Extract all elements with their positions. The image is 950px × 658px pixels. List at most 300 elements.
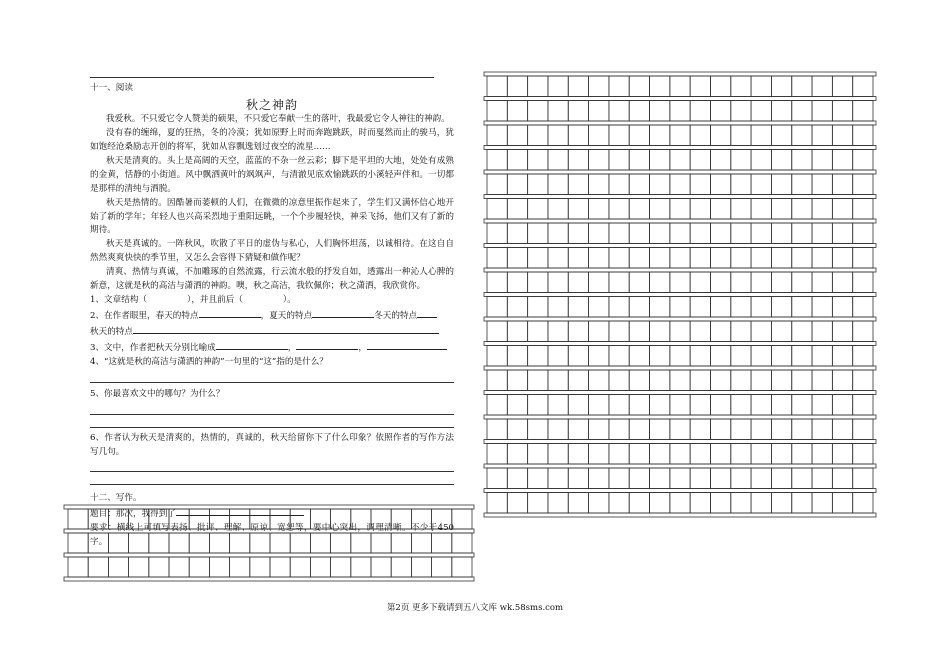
grid-cell[interactable] [751,370,771,391]
grid-cell[interactable] [548,150,568,171]
grid-cell[interactable] [250,509,270,529]
grid-cell[interactable] [452,557,472,577]
grid-cell[interactable] [812,419,832,440]
grid-cell[interactable] [568,174,588,195]
grid-cell[interactable] [731,248,751,269]
grid-cell[interactable] [487,199,507,220]
grid-cell[interactable] [792,101,812,122]
grid-cell[interactable] [650,101,670,122]
grid-cell[interactable] [629,346,649,367]
grid-cell[interactable] [548,248,568,269]
grid-cell[interactable] [568,346,588,367]
grid-cell[interactable] [792,150,812,171]
grid-cell[interactable] [690,248,710,269]
grid-cell[interactable] [690,174,710,195]
grid-cell[interactable] [568,370,588,391]
grid-cell[interactable] [290,509,310,529]
grid-cell[interactable] [832,468,852,489]
grid-cell[interactable] [812,272,832,293]
grid-cell[interactable] [771,199,791,220]
grid-cell[interactable] [650,419,670,440]
grid-cell[interactable] [209,533,229,553]
grid-cell[interactable] [528,272,548,293]
grid-cell[interactable] [751,199,771,220]
grid-cell[interactable] [690,297,710,318]
grid-cell[interactable] [650,468,670,489]
grid-cell[interactable] [310,557,330,577]
grid-cell[interactable] [792,444,812,465]
grid-cell[interactable] [710,248,730,269]
grid-cell[interactable] [507,174,527,195]
grid-cell[interactable] [731,346,751,367]
grid-cell[interactable] [528,297,548,318]
grid-cell[interactable] [609,223,629,244]
grid-cell[interactable] [290,533,310,553]
grid-cell[interactable] [751,419,771,440]
grid-cell[interactable] [270,557,290,577]
grid-cell[interactable] [690,199,710,220]
grid-cell[interactable] [411,509,431,529]
grid-cell[interactable] [609,419,629,440]
grid-cell[interactable] [751,76,771,97]
grid-cell[interactable] [690,444,710,465]
grid-cell[interactable] [650,223,670,244]
grid-cell[interactable] [670,346,690,367]
grid-cell[interactable] [609,150,629,171]
grid-cell[interactable] [411,557,431,577]
grid-cell[interactable] [690,321,710,342]
grid-cell[interactable] [670,101,690,122]
grid-cell[interactable] [853,395,873,416]
grid-cell[interactable] [812,101,832,122]
grid-cell[interactable] [771,125,791,146]
grid-cell[interactable] [853,346,873,367]
grid-cell[interactable] [629,419,649,440]
grid-cell[interactable] [650,321,670,342]
grid-cell[interactable] [690,468,710,489]
grid-cell[interactable] [853,174,873,195]
grid-cell[interactable] [589,297,609,318]
grid-cell[interactable] [812,321,832,342]
grid-cell[interactable] [771,223,791,244]
grid-cell[interactable] [832,199,852,220]
grid-cell[interactable] [609,370,629,391]
grid-cell[interactable] [751,248,771,269]
grid-cell[interactable] [411,533,431,553]
grid-cell[interactable] [548,493,568,514]
grid-cell[interactable] [771,419,791,440]
grid-cell[interactable] [710,444,730,465]
grid-cell[interactable] [751,272,771,293]
grid-cell[interactable] [629,101,649,122]
grid-cell[interactable] [589,346,609,367]
grid-cell[interactable] [507,346,527,367]
grid-cell[interactable] [487,395,507,416]
grid-cell[interactable] [690,370,710,391]
grid-cell[interactable] [751,174,771,195]
grid-cell[interactable] [792,199,812,220]
grid-cell[interactable] [832,297,852,318]
grid-cell[interactable] [629,297,649,318]
grid-cell[interactable] [792,248,812,269]
grid-cell[interactable] [670,444,690,465]
grid-cell[interactable] [853,125,873,146]
grid-cell[interactable] [690,150,710,171]
grid-cell[interactable] [487,493,507,514]
grid-cell[interactable] [609,199,629,220]
grid-cell[interactable] [108,533,128,553]
grid-cell[interactable] [589,321,609,342]
grid-cell[interactable] [650,125,670,146]
grid-cell[interactable] [812,174,832,195]
grid-cell[interactable] [832,174,852,195]
grid-cell[interactable] [189,533,209,553]
grid-cell[interactable] [487,468,507,489]
grid-cell[interactable] [507,150,527,171]
grid-cell[interactable] [832,248,852,269]
grid-cell[interactable] [589,370,609,391]
grid-cell[interactable] [230,533,250,553]
grid-cell[interactable] [487,101,507,122]
grid-cell[interactable] [731,150,751,171]
grid-cell[interactable] [731,174,751,195]
grid-cell[interactable] [771,248,791,269]
grid-cell[interactable] [487,419,507,440]
grid-cell[interactable] [670,395,690,416]
grid-cell[interactable] [528,223,548,244]
grid-cell[interactable] [832,223,852,244]
grid-cell[interactable] [528,468,548,489]
grid-cell[interactable] [690,76,710,97]
grid-cell[interactable] [670,297,690,318]
grid-cell[interactable] [771,297,791,318]
grid-cell[interactable] [507,419,527,440]
grid-cell[interactable] [230,557,250,577]
grid-cell[interactable] [149,557,169,577]
grid-cell[interactable] [548,76,568,97]
grid-cell[interactable] [670,493,690,514]
grid-cell[interactable] [629,125,649,146]
grid-cell[interactable] [528,76,548,97]
grid-cell[interactable] [331,509,351,529]
grid-cell[interactable] [853,468,873,489]
grid-cell[interactable] [548,395,568,416]
grid-cell[interactable] [792,125,812,146]
grid-cell[interactable] [832,493,852,514]
grid-cell[interactable] [310,533,330,553]
grid-cell[interactable] [650,297,670,318]
grid-cell[interactable] [731,272,751,293]
grid-cell[interactable] [609,101,629,122]
grid-cell[interactable] [487,150,507,171]
grid-cell[interactable] [832,125,852,146]
grid-cell[interactable] [507,468,527,489]
grid-cell[interactable] [548,321,568,342]
grid-cell[interactable] [629,321,649,342]
grid-cell[interactable] [391,533,411,553]
grid-cell[interactable] [751,321,771,342]
grid-cell[interactable] [731,468,751,489]
grid-cell[interactable] [832,419,852,440]
grid-cell[interactable] [351,509,371,529]
grid-cell[interactable] [169,557,189,577]
grid-cell[interactable] [351,557,371,577]
grid-cell[interactable] [812,297,832,318]
grid-cell[interactable] [589,199,609,220]
grid-cell[interactable] [270,533,290,553]
grid-cell[interactable] [528,419,548,440]
grid-cell[interactable] [670,370,690,391]
grid-cell[interactable] [548,419,568,440]
grid-cell[interactable] [507,76,527,97]
grid-cell[interactable] [690,223,710,244]
grid-cell[interactable] [650,199,670,220]
grid-cell[interactable] [792,272,812,293]
grid-cell[interactable] [589,248,609,269]
grid-cell[interactable] [792,223,812,244]
grid-cell[interactable] [650,370,670,391]
grid-cell[interactable] [812,346,832,367]
grid-cell[interactable] [771,468,791,489]
grid-cell[interactable] [853,248,873,269]
grid-cell[interactable] [771,174,791,195]
grid-cell[interactable] [832,395,852,416]
grid-cell[interactable] [853,370,873,391]
grid-cell[interactable] [690,101,710,122]
grid-cell[interactable] [690,272,710,293]
grid-cell[interactable] [528,493,548,514]
grid-cell[interactable] [589,444,609,465]
grid-cell[interactable] [507,125,527,146]
grid-cell[interactable] [731,101,751,122]
grid-cell[interactable] [507,493,527,514]
grid-cell[interactable] [650,248,670,269]
grid-cell[interactable] [609,346,629,367]
grid-cell[interactable] [507,199,527,220]
grid-cell[interactable] [731,76,751,97]
grid-cell[interactable] [487,297,507,318]
grid-cell[interactable] [690,419,710,440]
grid-cell[interactable] [548,346,568,367]
grid-cell[interactable] [487,346,507,367]
grid-cell[interactable] [650,346,670,367]
grid-cell[interactable] [812,125,832,146]
grid-cell[interactable] [812,468,832,489]
grid-cell[interactable] [731,321,751,342]
grid-cell[interactable] [250,557,270,577]
grid-cell[interactable] [290,557,310,577]
grid-cell[interactable] [487,272,507,293]
grid-cell[interactable] [812,76,832,97]
grid-cell[interactable] [568,493,588,514]
grid-cell[interactable] [108,557,128,577]
grid-cell[interactable] [528,150,548,171]
grid-cell[interactable] [650,493,670,514]
grid-cell[interactable] [589,468,609,489]
grid-cell[interactable] [629,370,649,391]
grid-cell[interactable] [108,509,128,529]
grid-cell[interactable] [487,248,507,269]
grid-cell[interactable] [487,321,507,342]
grid-cell[interactable] [853,297,873,318]
grid-cell[interactable] [609,76,629,97]
grid-cell[interactable] [371,533,391,553]
grid-cell[interactable] [670,272,690,293]
grid-cell[interactable] [589,395,609,416]
grid-cell[interactable] [771,150,791,171]
grid-cell[interactable] [650,174,670,195]
grid-cell[interactable] [528,370,548,391]
grid-cell[interactable] [487,370,507,391]
grid-cell[interactable] [189,509,209,529]
grid-cell[interactable] [792,370,812,391]
grid-cell[interactable] [209,509,229,529]
grid-cell[interactable] [507,395,527,416]
grid-cell[interactable] [507,248,527,269]
grid-cell[interactable] [609,468,629,489]
grid-cell[interactable] [751,297,771,318]
grid-cell[interactable] [832,321,852,342]
grid-cell[interactable] [832,444,852,465]
grid-cell[interactable] [507,444,527,465]
grid-cell[interactable] [751,223,771,244]
grid-cell[interactable] [792,321,812,342]
grid-cell[interactable] [432,557,452,577]
grid-cell[interactable] [731,395,751,416]
grid-cell[interactable] [710,101,730,122]
grid-cell[interactable] [853,101,873,122]
grid-cell[interactable] [568,444,588,465]
grid-cell[interactable] [629,272,649,293]
grid-cell[interactable] [670,199,690,220]
grid-cell[interactable] [731,370,751,391]
grid-cell[interactable] [589,101,609,122]
grid-cell[interactable] [589,223,609,244]
grid-cell[interactable] [731,297,751,318]
grid-cell[interactable] [771,370,791,391]
grid-cell[interactable] [710,297,730,318]
grid-cell[interactable] [771,444,791,465]
grid-cell[interactable] [270,509,290,529]
grid-cell[interactable] [507,223,527,244]
grid-cell[interactable] [589,493,609,514]
grid-cell[interactable] [853,199,873,220]
grid-cell[interactable] [650,76,670,97]
grid-cell[interactable] [650,272,670,293]
grid-cell[interactable] [629,468,649,489]
grid-cell[interactable] [568,199,588,220]
grid-cell[interactable] [169,533,189,553]
grid-cell[interactable] [771,346,791,367]
grid-cell[interactable] [250,533,270,553]
grid-cell[interactable] [528,444,548,465]
grid-cell[interactable] [670,248,690,269]
grid-cell[interactable] [812,370,832,391]
grid-cell[interactable] [812,199,832,220]
grid-cell[interactable] [528,248,548,269]
grid-cell[interactable] [609,493,629,514]
grid-cell[interactable] [832,272,852,293]
grid-cell[interactable] [710,346,730,367]
grid-cell[interactable] [751,125,771,146]
grid-cell[interactable] [710,76,730,97]
grid-cell[interactable] [812,150,832,171]
grid-cell[interactable] [452,509,472,529]
grid-cell[interactable] [710,272,730,293]
grid-cell[interactable] [792,174,812,195]
grid-cell[interactable] [670,468,690,489]
grid-cell[interactable] [568,248,588,269]
grid-cell[interactable] [731,444,751,465]
grid-cell[interactable] [568,297,588,318]
grid-cell[interactable] [670,223,690,244]
grid-cell[interactable] [507,101,527,122]
grid-cell[interactable] [853,493,873,514]
grid-cell[interactable] [710,370,730,391]
grid-cell[interactable] [568,125,588,146]
grid-cell[interactable] [548,174,568,195]
grid-cell[interactable] [507,272,527,293]
grid-cell[interactable] [528,395,548,416]
grid-cell[interactable] [609,174,629,195]
grid-cell[interactable] [609,321,629,342]
grid-cell[interactable] [568,395,588,416]
grid-cell[interactable] [629,223,649,244]
grid-cell[interactable] [690,493,710,514]
grid-cell[interactable] [609,444,629,465]
grid-cell[interactable] [629,395,649,416]
grid-cell[interactable] [812,395,832,416]
grid-cell[interactable] [209,557,229,577]
grid-cell[interactable] [690,346,710,367]
grid-cell[interactable] [589,125,609,146]
grid-cell[interactable] [371,557,391,577]
grid-cell[interactable] [149,509,169,529]
grid-cell[interactable] [391,557,411,577]
grid-cell[interactable] [548,444,568,465]
grid-cell[interactable] [710,125,730,146]
grid-cell[interactable] [792,395,812,416]
grid-cell[interactable] [548,199,568,220]
grid-cell[interactable] [589,76,609,97]
grid-cell[interactable] [650,444,670,465]
grid-cell[interactable] [853,419,873,440]
grid-cell[interactable] [832,150,852,171]
grid-cell[interactable] [568,223,588,244]
grid-cell[interactable] [548,125,568,146]
grid-cell[interactable] [568,321,588,342]
grid-cell[interactable] [487,125,507,146]
grid-cell[interactable] [568,101,588,122]
grid-cell[interactable] [189,557,209,577]
grid-cell[interactable] [589,272,609,293]
grid-cell[interactable] [710,321,730,342]
grid-cell[interactable] [853,321,873,342]
grid-cell[interactable] [670,321,690,342]
grid-cell[interactable] [670,419,690,440]
grid-cell[interactable] [609,125,629,146]
grid-cell[interactable] [609,272,629,293]
grid-cell[interactable] [548,101,568,122]
grid-cell[interactable] [629,174,649,195]
grid-cell[interactable] [169,509,189,529]
grid-cell[interactable] [710,150,730,171]
grid-cell[interactable] [792,468,812,489]
grid-cell[interactable] [391,509,411,529]
grid-cell[interactable] [487,223,507,244]
grid-cell[interactable] [149,533,169,553]
grid-cell[interactable] [629,248,649,269]
